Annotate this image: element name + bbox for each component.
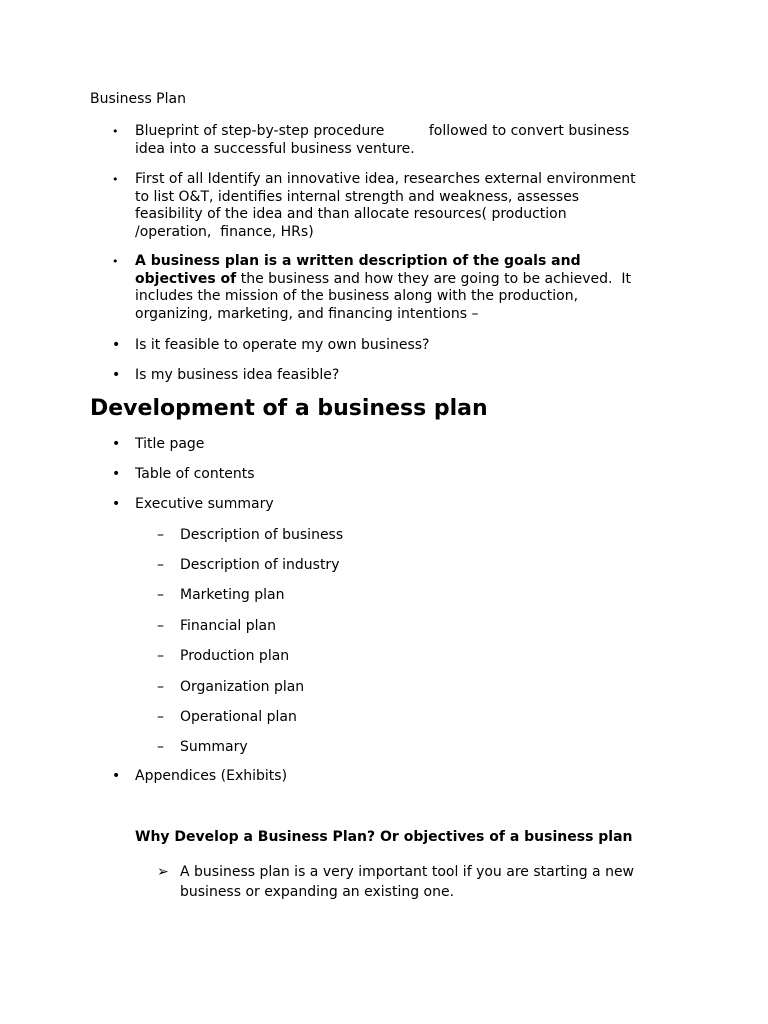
list-item-text: Executive summary (135, 496, 274, 512)
list-item-text: organizing, marketing, and financing intentions – (135, 305, 479, 322)
sub-list-item-text: Production plan (180, 648, 290, 664)
list-item-text: Title page (135, 436, 205, 452)
bullet-marker: • (112, 255, 119, 268)
list-item-text: Blueprint of step-by-step procedure followed to convert business (135, 123, 630, 139)
arrow-bullet-icon: ➢ (157, 864, 169, 880)
dash-marker: – (157, 587, 164, 603)
dash-marker: – (157, 709, 164, 725)
list-item-text: the business and how they are going to be achieved. It (236, 270, 631, 287)
dash-marker: – (157, 527, 164, 543)
list-item-text: First of all Identify an innovative idea, researches external environment (135, 171, 636, 187)
document-title: Business Plan (90, 91, 186, 107)
list-item-text: Appendices (Exhibits) (135, 768, 288, 784)
list-item-text: feasibility of the idea and than allocate resources( production (135, 206, 567, 222)
bold-definition-text: objectives of (135, 270, 237, 287)
bullet-marker: • (112, 436, 121, 452)
dash-marker: – (157, 679, 164, 695)
dash-marker: – (157, 648, 164, 664)
bold-definition-text: A business plan is a written description of the goals and (135, 253, 581, 269)
bullet-marker: • (112, 367, 121, 383)
dash-marker: – (157, 739, 164, 755)
objective-text: A business plan is a very important tool if you are starting a new (180, 864, 635, 880)
sub-list-item-text: Description of industry (180, 557, 340, 573)
list-item-text: includes the mission of the business along with the production, (135, 288, 579, 304)
sub-heading: Why Develop a Business Plan? Or objectives of a business plan (135, 829, 633, 845)
sub-list-item-text: Marketing plan (180, 587, 285, 603)
sub-list-item-text: Organization plan (180, 679, 305, 695)
bullet-marker: • (112, 337, 121, 353)
list-item-text: to list O&T, identifies internal strength and weakness, assesses (135, 188, 580, 205)
bullet-marker: • (112, 125, 119, 138)
section-heading: Development of a business plan (90, 396, 488, 421)
list-item-text: Table of contents (135, 466, 255, 482)
list-item-text: /operation, finance, HRs) (135, 223, 314, 240)
sub-list-item-text: Summary (180, 739, 248, 755)
objective-text: business or expanding an existing one. (180, 884, 455, 900)
sub-list-item-text: Description of business (180, 527, 344, 543)
list-item-text: Is my business idea feasible? (135, 367, 340, 383)
sub-list-item-text: Financial plan (180, 618, 276, 634)
dash-marker: – (157, 618, 164, 634)
bullet-marker: • (112, 768, 121, 784)
list-item-text: Is it feasible to operate my own business? (135, 337, 430, 353)
bullet-marker: • (112, 173, 119, 186)
bullet-marker: • (112, 496, 121, 512)
list-item-text: idea into a successful business venture. (135, 140, 415, 157)
bullet-marker: • (112, 466, 121, 482)
dash-marker: – (157, 557, 164, 573)
sub-list-item-text: Operational plan (180, 709, 297, 725)
